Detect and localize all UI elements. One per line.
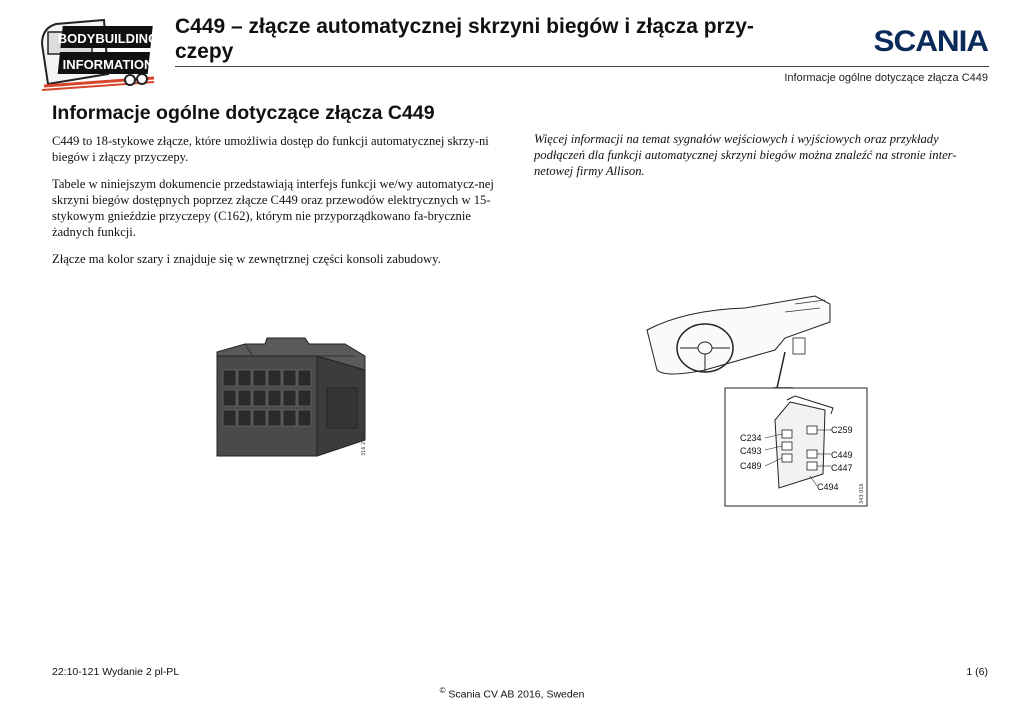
left-column [52, 133, 504, 267]
callout-c447: C447 [831, 463, 853, 473]
running-head: Informacje ogólne dotyczące złącza C449 [784, 72, 988, 84]
cab-figure-code: 343 016 [859, 483, 865, 504]
document-title [175, 14, 815, 64]
callout-c449: C449 [831, 450, 853, 460]
connector-figure-code: 316 207 [361, 435, 367, 456]
paragraph-1: C449 to 18-stykowe złącze, które umożliwia dostęp do funkcji automatycznej skrzy-ni biegów i złączy przyczepy. [52, 134, 489, 164]
copyright-notice [0, 686, 1024, 701]
copyright-text: Scania CV AB 2016, Sweden [448, 688, 585, 701]
copyright-symbol: © [439, 686, 446, 695]
document-title-line2: czepy [175, 40, 234, 63]
logo-text-line1: BODYBUILDING [57, 31, 158, 46]
callout-c234: C234 [740, 433, 762, 443]
header-divider [175, 66, 989, 67]
allison-note: Więcej informacji na temat sygnałów wejściowych i wyjściowych oraz przykłady podłączeń dla funkcji automatycznej skrzyni biegów można znaleźć na stronie inter-netowej firmy Allison. [534, 132, 957, 178]
document-reference: 22:10-121 Wydanie 2 pl-PL [52, 666, 180, 678]
scania-wordmark: SCANIA [873, 25, 988, 58]
callout-c489: C489 [740, 461, 762, 471]
right-column [534, 131, 990, 179]
callout-c494: C494 [817, 482, 839, 492]
document-title-line1: C449 – złącze automatycznej skrzyni biegów i złącza przy- [175, 15, 754, 38]
paragraph-3: Złącze ma kolor szary i znajduje się w zewnętrznej części konsoli zabudowy. [52, 252, 441, 266]
bodybuilding-information-logo [34, 14, 158, 92]
logo-text-line2: INFORMATION [62, 57, 154, 72]
callout-c259: C259 [831, 425, 853, 435]
callout-c493: C493 [740, 446, 762, 456]
section-heading: Informacje ogólne dotyczące złącza C449 [52, 102, 435, 124]
page-number: 1 (6) [966, 666, 988, 678]
paragraph-2: Tabele w niniejszym dokumencie przedstawiają interfejs funkcji we/wy automatycz-nej skrzyni biegów dostępnych poprzez złącze C449 oraz przewodów elektrycznych w 15-stykowym gnieździe przyczepy (C162), którym nie przyporządkowano fa-brycznie żadnych funkcji. [52, 177, 494, 239]
cab-console-illustration [645, 290, 870, 510]
connector-c449-illustration [205, 330, 375, 465]
